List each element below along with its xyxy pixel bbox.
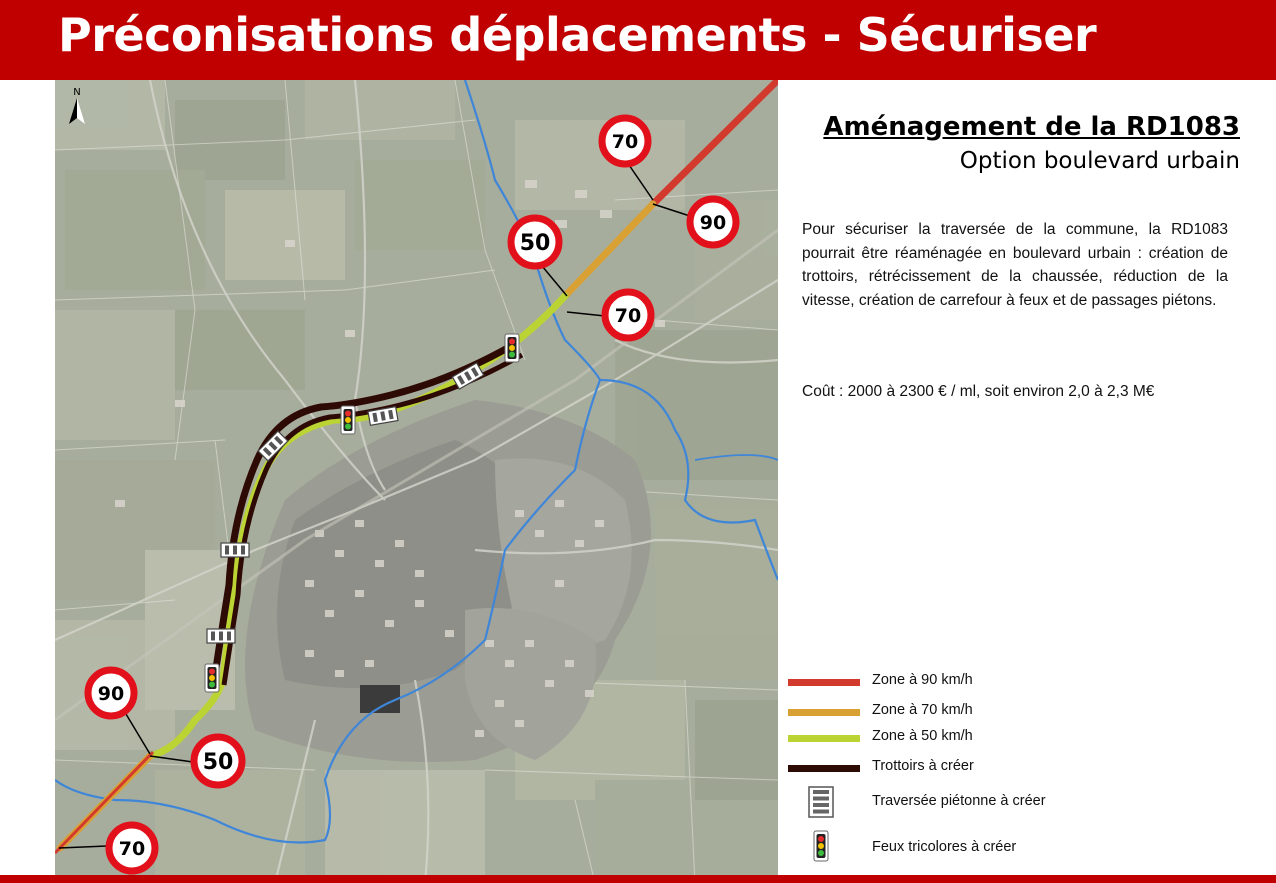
speed-sign-50-south <box>194 737 242 785</box>
panel-cost: Coût : 2000 à 2300 € / ml, soit environ 2,0 à 2,3 M€ <box>802 383 1155 400</box>
legend-item-sidewalks <box>786 754 1256 784</box>
panel-subtitle: Option boulevard urbain <box>959 148 1240 174</box>
map <box>55 80 778 883</box>
legend-label: Trottoirs à créer <box>872 758 974 774</box>
speed-sign-label: 90 <box>97 683 125 705</box>
pedestrian-crossing-icon <box>808 786 834 818</box>
speed-sign-50-north <box>511 218 559 266</box>
speed-sign-label: 70 <box>611 131 639 153</box>
panel-heading <box>823 112 1240 174</box>
legend-item-zone-90 <box>786 668 1256 698</box>
legend-swatch-brown <box>788 765 860 772</box>
legend-item-crossing <box>786 786 1256 822</box>
legend-label: Feux tricolores à créer <box>872 839 1017 855</box>
speed-sign-90-south <box>88 670 134 716</box>
legend-swatch-green <box>788 735 860 742</box>
legend-swatch-orange <box>788 709 860 716</box>
speed-sign-70-middle <box>605 292 651 338</box>
speed-sign-label: 70 <box>118 838 146 860</box>
legend-label: Traversée piétonne à créer <box>872 793 1046 809</box>
panel-description: Pour sécuriser la traversée de la commune, la RD1083 pourrait être réaménagée en boulevard urbain : création de trottoirs, rétrécissement de la chaussée, réduction de la vitesse, création de carrefour à feux et de passages piétons. <box>802 221 1228 309</box>
legend-item-zone-50 <box>786 724 1256 754</box>
speed-sign-label: 50 <box>202 750 234 775</box>
speed-sign-label: 90 <box>699 212 727 234</box>
speed-sign-label: 50 <box>519 231 551 256</box>
page-title: Préconisations déplacements - Sécuriser <box>58 8 1097 62</box>
legend-label: Zone à 50 km/h <box>872 728 973 744</box>
speed-sign-70-north <box>602 118 648 164</box>
legend-swatch-red <box>788 679 860 686</box>
north-label: N <box>73 87 81 98</box>
legend-label: Zone à 70 km/h <box>872 702 973 718</box>
speed-sign-label: 70 <box>614 305 642 327</box>
speed-sign-90-north <box>690 199 736 245</box>
traffic-light-icon <box>813 830 829 862</box>
legend-item-traffic-lights <box>786 830 1256 866</box>
panel-title: Aménagement de la RD1083 <box>823 112 1240 142</box>
footer-bar <box>0 875 1276 883</box>
speed-sign-70-south <box>109 825 155 871</box>
large-building <box>360 685 400 713</box>
header-bar <box>0 0 1276 80</box>
legend-label: Zone à 90 km/h <box>872 672 973 688</box>
